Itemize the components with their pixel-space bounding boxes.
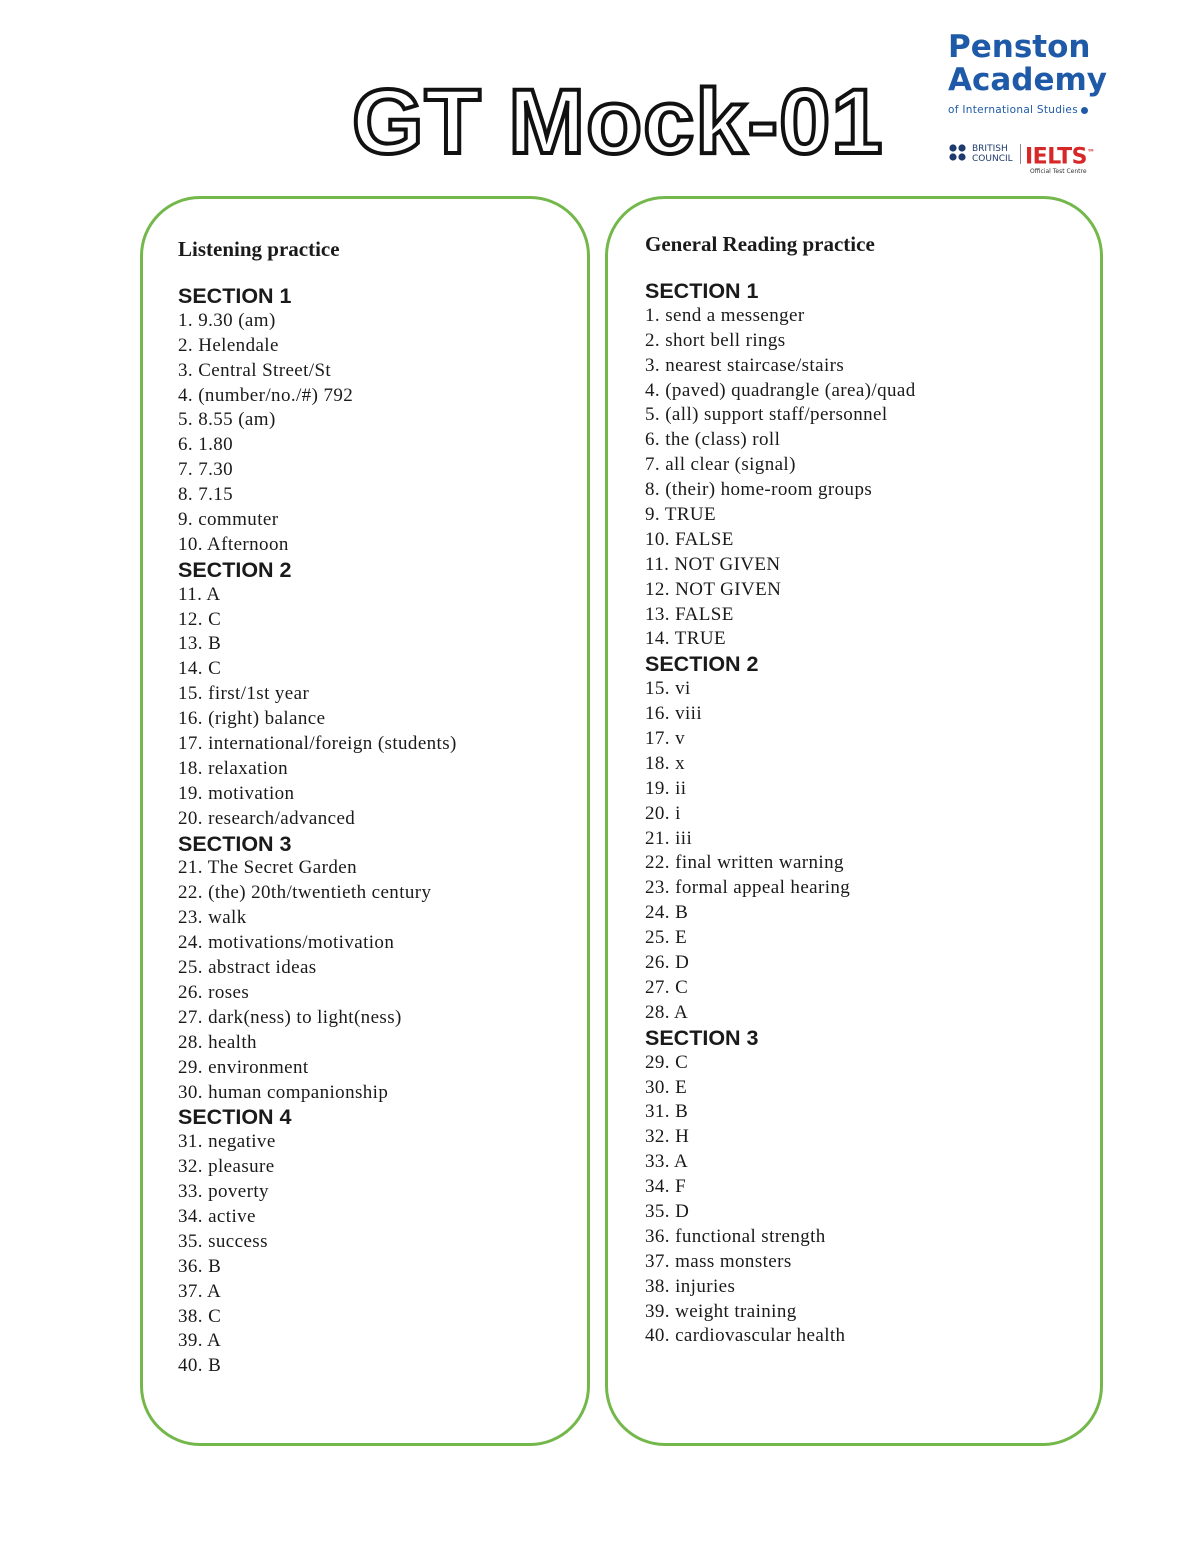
- answer-item: 26. D: [645, 952, 690, 974]
- logo-line-1: Penston: [948, 29, 1091, 65]
- british-council-text: BRITISH COUNCIL: [972, 144, 1013, 164]
- answer-item: 32. H: [645, 1126, 690, 1148]
- answer-item: 32. pleasure: [178, 1156, 275, 1178]
- answer-item: 28. health: [178, 1031, 257, 1053]
- answer-item: 15. vi: [645, 678, 691, 700]
- academy-logo: [946, 30, 1106, 190]
- answer-item: 19. ii: [645, 777, 687, 799]
- reading-title: General Reading practice: [645, 232, 875, 256]
- answer-item: 24. motivations/motivation: [178, 932, 395, 954]
- answer-item: 9. TRUE: [645, 504, 717, 526]
- answer-item: 25. E: [645, 927, 688, 949]
- answer-item: 37. mass monsters: [645, 1250, 792, 1272]
- answer-item: 11. NOT GIVEN: [645, 553, 781, 575]
- section-heading: SECTION 3: [178, 831, 292, 856]
- section-heading: SECTION 1: [178, 284, 292, 308]
- answer-item: 10. FALSE: [645, 528, 734, 550]
- answer-item: 34. F: [645, 1176, 687, 1198]
- section-heading: SECTION 1: [645, 279, 759, 303]
- answer-item: 7. 7.30: [178, 459, 234, 481]
- answer-item: 40. B: [178, 1355, 222, 1377]
- answer-item: 30. human companionship: [178, 1081, 389, 1103]
- answer-item: 31. B: [645, 1101, 689, 1123]
- answer-item: 23. formal appeal hearing: [645, 877, 851, 899]
- answer-item: 23. walk: [178, 907, 247, 929]
- answer-item: 27. dark(ness) to light(ness): [178, 1006, 402, 1028]
- answer-item: 33. poverty: [178, 1181, 269, 1203]
- title-spacer: [178, 266, 578, 284]
- answer-item: 16. viii: [645, 703, 703, 725]
- answer-item: 30. E: [645, 1076, 688, 1098]
- answer-item: 17. v: [645, 728, 685, 750]
- answer-item: 20. research/advanced: [178, 807, 356, 829]
- answer-item: 13. FALSE: [645, 603, 734, 625]
- answer-item: 35. success: [178, 1230, 268, 1252]
- answer-item: 35. D: [645, 1200, 690, 1222]
- answer-item: 22. (the) 20th/twentieth century: [178, 882, 432, 904]
- answer-item: 38. C: [178, 1305, 222, 1327]
- answer-item: 34. active: [178, 1205, 256, 1227]
- answer-item: 20. i: [645, 802, 681, 824]
- answer-item: 18. relaxation: [178, 757, 289, 779]
- section-heading: SECTION 4: [178, 1105, 292, 1130]
- reading-sections: [645, 279, 1085, 1349]
- page-title: GT Mock-01: [352, 71, 884, 173]
- answer-item: 27. C: [645, 976, 689, 998]
- answer-item: 39. weight training: [645, 1300, 797, 1322]
- answer-item: 3. nearest staircase/stairs: [645, 354, 845, 376]
- answer-item: 31. negative: [178, 1131, 276, 1153]
- answer-item: 39. A: [178, 1330, 222, 1352]
- reading-answers: [645, 227, 1085, 1349]
- answer-item: 33. A: [645, 1151, 689, 1173]
- answer-item: 36. B: [178, 1255, 222, 1277]
- logo-divider: [1020, 144, 1021, 164]
- answer-item: 36. functional strength: [645, 1225, 826, 1247]
- answer-item: 5. (all) support staff/personnel: [645, 404, 888, 426]
- answer-item: 24. B: [645, 902, 689, 924]
- answer-item: 9. commuter: [178, 509, 279, 531]
- answer-item: 25. abstract ideas: [178, 957, 317, 979]
- answer-item: 14. TRUE: [645, 628, 726, 650]
- answer-item: 12. NOT GIVEN: [645, 578, 782, 600]
- answer-item: 21. The Secret Garden: [178, 857, 357, 879]
- answer-item: 2. Helendale: [178, 334, 279, 356]
- ielts-logo: IELTS™: [1025, 144, 1095, 170]
- answer-item: 29. environment: [178, 1056, 309, 1078]
- listening-sections: [178, 284, 578, 1379]
- answer-item: 7. all clear (signal): [645, 454, 796, 476]
- section-heading: SECTION 2: [645, 652, 759, 677]
- answer-item: 21. iii: [645, 827, 693, 849]
- answer-item: 26. roses: [178, 981, 250, 1003]
- answer-item: 37. A: [178, 1280, 222, 1302]
- answer-item: 22. final written warning: [645, 852, 844, 874]
- answer-item: 3. Central Street/St: [178, 359, 332, 381]
- answer-item: 16. (right) balance: [178, 708, 326, 730]
- answer-item: 1. 9.30 (am): [178, 309, 276, 331]
- listening-answers: [178, 232, 578, 1379]
- answer-item: 14. C: [178, 658, 222, 680]
- listening-title: Listening practice: [178, 237, 340, 261]
- answer-item: 17. international/foreign (students): [178, 733, 457, 755]
- answer-item: 19. motivation: [178, 782, 295, 804]
- answer-item: 8. (their) home-room groups: [645, 479, 873, 501]
- answer-item: 6. 1.80: [178, 434, 234, 456]
- answer-item: 8. 7.15: [178, 484, 234, 506]
- title-spacer: [645, 261, 1085, 279]
- section-heading: SECTION 3: [645, 1025, 759, 1050]
- answer-item: 29. C: [645, 1051, 689, 1073]
- logo-line-2: Academy: [948, 62, 1108, 98]
- section-heading: SECTION 2: [178, 557, 292, 582]
- answer-item: 6. the (class) roll: [645, 429, 781, 451]
- answer-item: 4. (paved) quadrangle (area)/quad: [645, 379, 916, 401]
- ielts-subtitle: Official Test Centre: [1030, 168, 1087, 175]
- answer-item: 11. A: [178, 583, 221, 605]
- answer-item: 38. injuries: [645, 1275, 736, 1297]
- british-council-icon: [948, 143, 968, 163]
- answer-item: 12. C: [178, 608, 222, 630]
- logo-tagline: of International Studies: [948, 104, 1088, 116]
- answer-item: 13. B: [178, 633, 222, 655]
- answer-item: 4. (number/no./#) 792: [178, 384, 354, 406]
- answer-item: 1. send a messenger: [645, 304, 805, 326]
- answer-item: 15. first/1st year: [178, 683, 310, 705]
- answer-item: 40. cardiovascular health: [645, 1325, 846, 1347]
- answer-item: 10. Afternoon: [178, 533, 289, 555]
- answer-item: 18. x: [645, 752, 685, 774]
- answer-item: 28. A: [645, 1001, 689, 1023]
- globe-icon: [1081, 107, 1088, 114]
- answer-item: 2. short bell rings: [645, 329, 786, 351]
- answer-item: 5. 8.55 (am): [178, 409, 276, 431]
